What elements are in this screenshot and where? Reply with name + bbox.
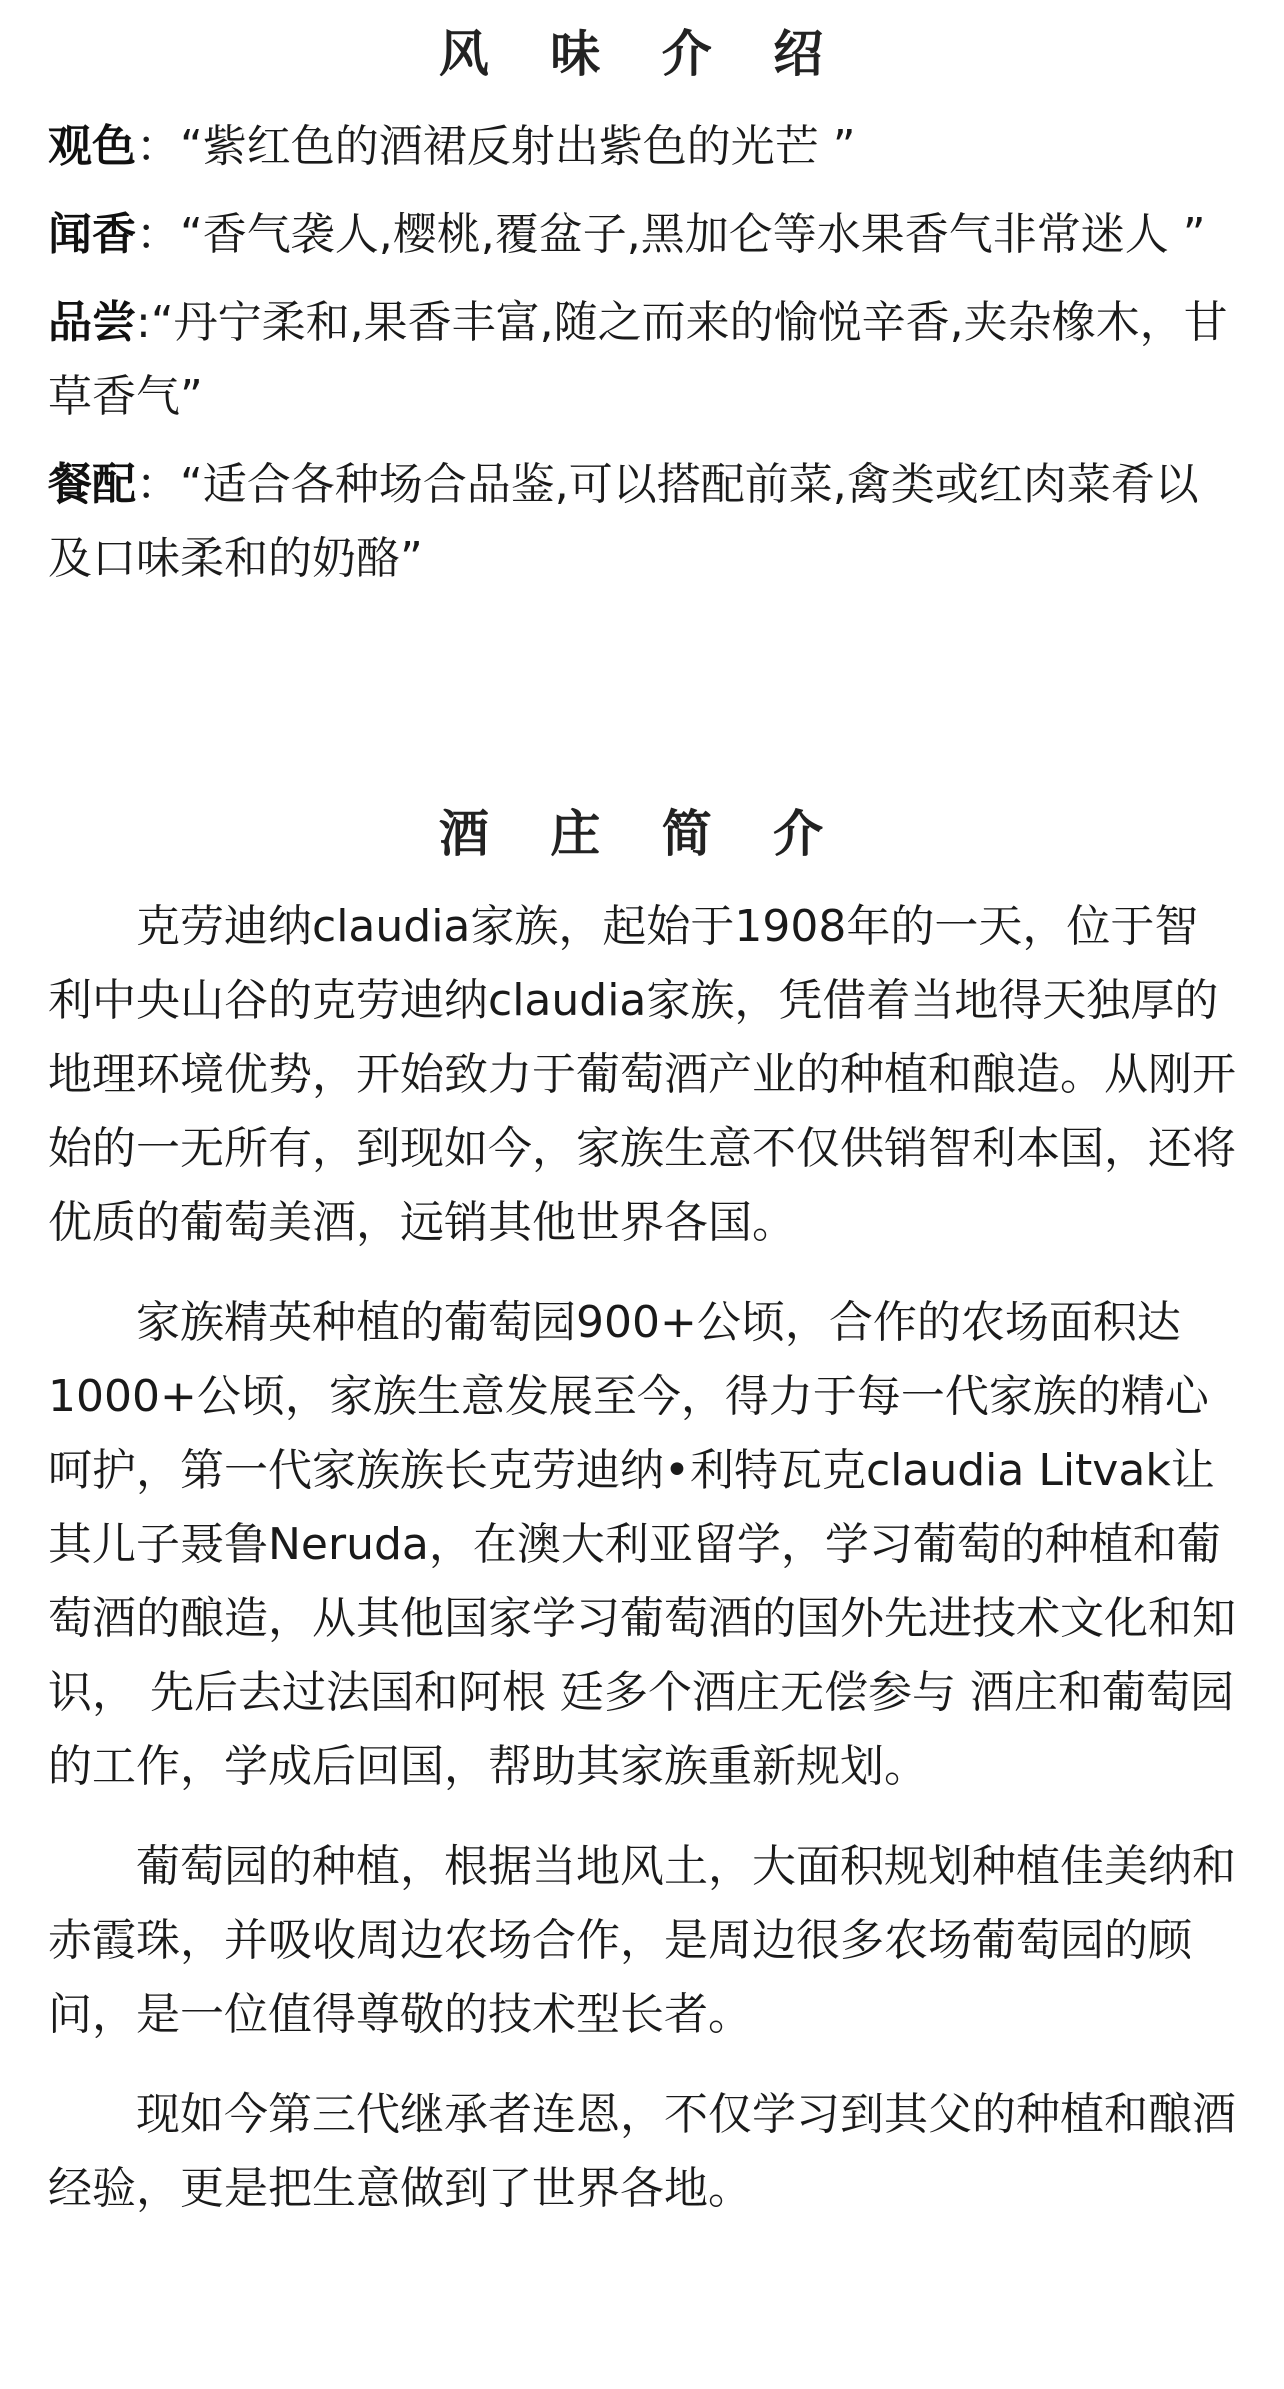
winery-body — [48, 890, 1240, 2252]
flavor-text: “紫红色的酒裙反射出紫色的光芒 ” — [180, 121, 856, 172]
winery-paragraph-family: 家族精英种植的葡萄园900+公顷，合作的农场面积达1000+公顷，家族生意发展至今，得力于每一代家族的精心呵护，第一代家族族长克劳迪纳•利特瓦克claudia Litvak让其儿子聂鲁Neruda，在澳大利亚留学，学习葡萄的种植和葡萄酒的酿造，从其他国家学习葡萄酒的国外先进技术文化和知识， 先后去过法国和阿根 廷多个酒庄无偿参与 酒庄和葡萄园的工作，学成后回国，帮助其家族重新规划。 — [48, 1297, 1236, 1792]
flavor-separator: ： — [136, 459, 180, 510]
flavor-item-taste — [48, 286, 1236, 434]
winery-paragraph-history: 克劳迪纳claudia家族，起始于1908年的一天，位于智利中央山谷的克劳迪纳claudia家族，凭借着当地得天独厚的地理环境优势，开始致力于葡萄酒产业的种植和酿造。从刚开始的一无所有，到现如今，家族生意不仅供销智利本国，还将优质的葡萄美酒，远销其他世界各国。 — [48, 901, 1236, 1248]
winery-paragraph-vineyard: 葡萄园的种植，根据当地风土，大面积规划种植佳美纳和赤霞珠，并吸收周边农场合作，是周边很多农场葡萄园的顾问，是一位值得尊敬的技术型长者。 — [48, 1841, 1236, 2040]
flavor-item-pairing — [48, 448, 1236, 596]
flavor-separator: : — [136, 297, 151, 348]
flavor-label: 餐配 — [48, 459, 136, 510]
flavor-text: “丹宁柔和,果香丰富,随之而来的愉悦辛香,夹杂橡木，甘草香气” — [48, 297, 1228, 422]
flavor-separator: ： — [136, 209, 180, 260]
winery-paragraph-successor: 现如今第三代继承者连恩，不仅学习到其父的种植和酿酒经验，更是把生意做到了世界各地。 — [48, 2089, 1236, 2214]
flavor-label: 品尝 — [48, 297, 136, 348]
flavor-item-aroma — [48, 198, 1236, 272]
flavor-text: “香气袭人,樱桃,覆盆子,黑加仑等水果香气非常迷人 ” — [180, 209, 1206, 260]
flavor-label: 观色 — [48, 121, 136, 172]
flavor-label: 闻香 — [48, 209, 136, 260]
flavor-list — [48, 110, 1236, 610]
flavor-section-title: 风 味 介 绍 — [438, 25, 846, 83]
flavor-text: “适合各种场合品鉴,可以搭配前菜,禽类或红肉菜肴以及口味柔和的奶酪” — [48, 459, 1199, 584]
flavor-item-color — [48, 110, 1236, 184]
winery-section-title: 酒 庄 简 介 — [438, 805, 846, 863]
flavor-separator: ： — [136, 121, 180, 172]
